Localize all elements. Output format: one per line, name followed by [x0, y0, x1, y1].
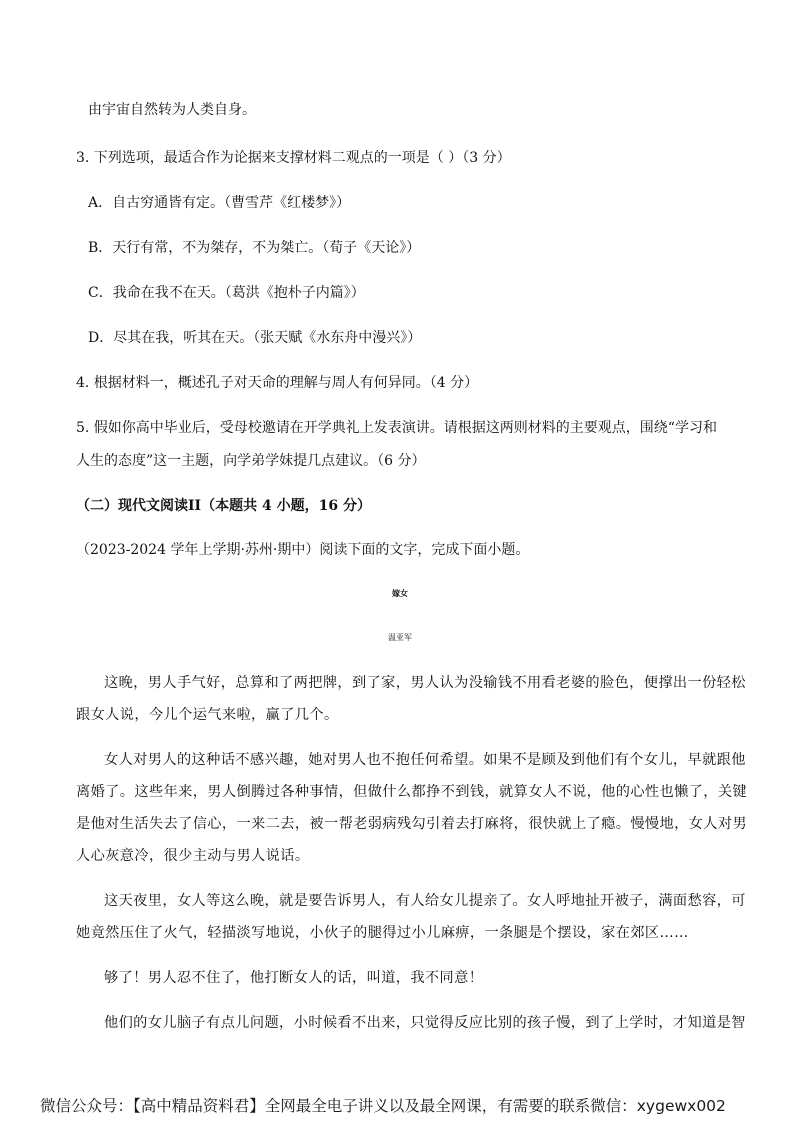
story-author: 温亚军: [388, 633, 412, 642]
option-b: B．天行有常，不为桀存，不为桀亡。（荀子《天论》）: [88, 240, 421, 256]
option-d: D．尽其在我，听其在天。（张天赋《水东舟中漫兴》）: [88, 330, 422, 346]
footer-watermark: 微信公众号：【高中精品资料君】全网最全电子讲义以及最全网课，有需要的联系微信：xygewx002: [40, 1097, 726, 1115]
section-heading: （二）现代文阅读II（本题共 4 小题，16 分）: [76, 498, 371, 514]
paragraph-line: 这天夜里，女人等这么晚，就是要告诉男人，有人给女儿提亲了。女人呼地扯开被子，满面愁容，可: [104, 893, 746, 909]
story-title: 嫁女: [392, 588, 408, 598]
question-5-cont: 人生的态度”这一主题，向学弟学妹提几点建议。（6 分）: [76, 453, 426, 469]
paragraph-line: 是他对生活失去了信心，一来二去，被一帮老弱病残勾引着去打麻将，很快就上了瘾。慢慢地，女人对男: [76, 816, 748, 832]
question-4: 4. 根据材料一，概述孔子对天命的理解与周人有何异同。（4 分）: [76, 375, 479, 391]
paragraph-line: 女人对男人的这种话不感兴趣，她对男人也不抱任何希望。如果不是顾及到他们有个女儿，早就跟他: [104, 752, 746, 768]
paragraph-line: 离婚了。这些年来，男人倒腾过各种事情，但做什么都挣不到钱，就算女人不说，他的心性也懒了，关键: [76, 784, 748, 800]
paragraph-line: 这晚，男人手气好，总算和了两把牌，到了家，男人认为没输钱不用看老婆的脸色，便撑出一份轻松: [104, 675, 746, 691]
paragraph-line: 跟女人说，今儿个运气来啦，赢了几个。: [76, 707, 339, 723]
paragraph-line: 她竟然压住了火气，轻描淡写地说，小伙子的腿得过小儿麻痹，一条腿是个摆设，家在郊区……: [76, 925, 689, 941]
paragraph-line: 够了！男人忍不住了，他打断女人的话，叫道，我不同意！: [104, 970, 484, 986]
question-3: 3. 下列选项，最适合作为论据来支撑材料二观点的一项是（ ）（3 分）: [76, 150, 511, 166]
source-note: （2023-2024 学年上学期·苏州·期中）阅读下面的文字，完成下面小题。: [76, 542, 530, 558]
paragraph-line: 他们的女儿脑子有点儿问题，小时候看不出来，只觉得反应比别的孩子慢，到了上学时，才知道是智: [104, 1015, 746, 1031]
text-line: 由宇宙自然转为人类自身。: [88, 102, 256, 118]
option-a: A．自古穷通皆有定。（曹雪芹《红楼梦》）: [88, 195, 351, 211]
option-c: C．我命在我不在天。（葛洪《抱朴子内篇》）: [88, 285, 365, 301]
paragraph-line: 人心灰意冷，很少主动与男人说话。: [76, 848, 310, 864]
question-5: 5. 假如你高中毕业后，受母校邀请在开学典礼上发表演讲。请根据这两则材料的主要观点，围绕“学习和: [76, 420, 717, 436]
